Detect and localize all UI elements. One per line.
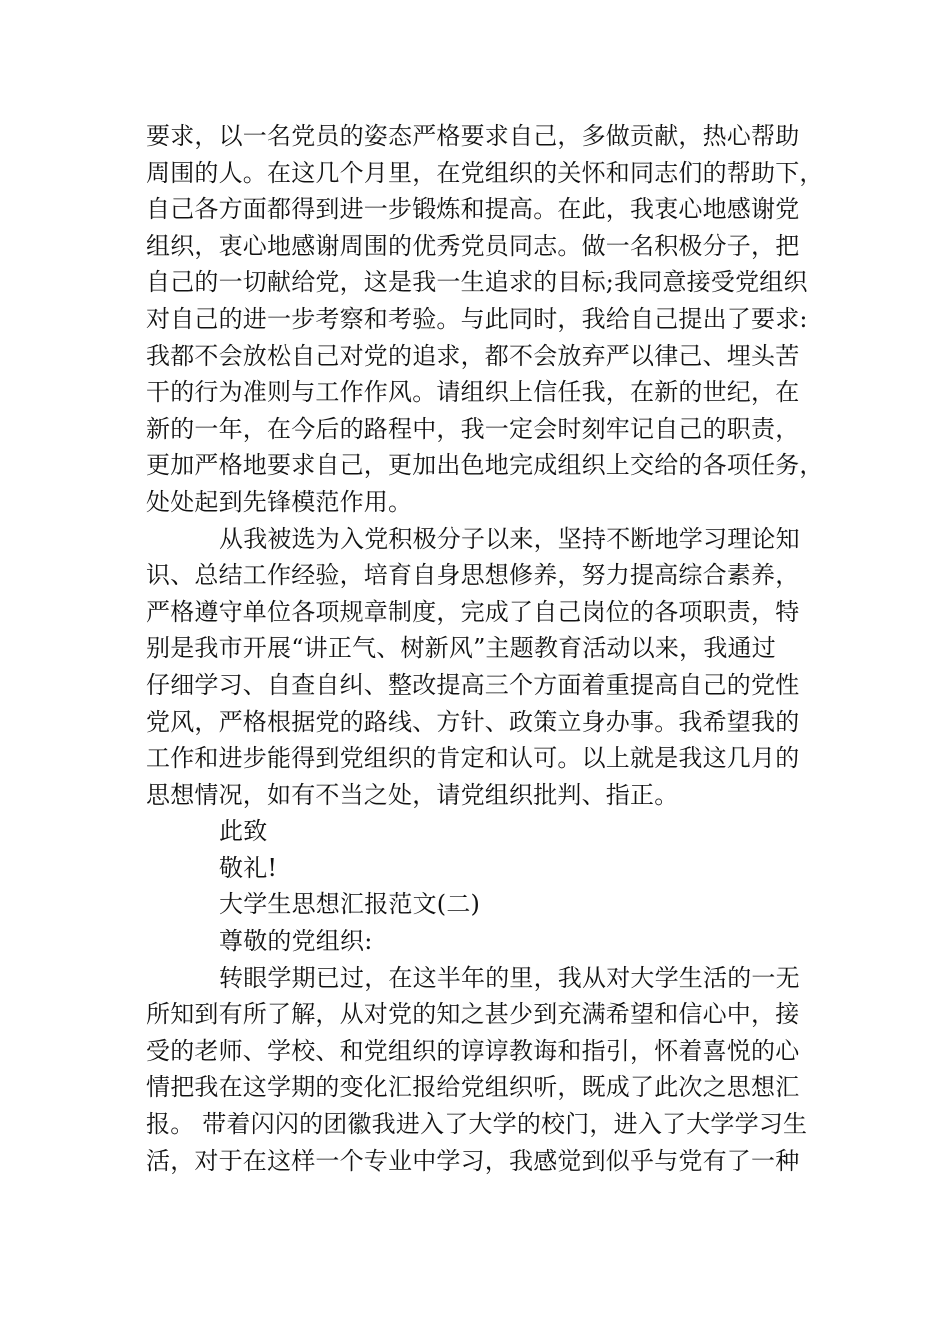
text-line: 受的老师、学校、和党组织的谆谆教诲和指引，怀着喜悦的心 [146,1036,800,1065]
text-line: 转眼学期已过，在这半年的里，我从对大学生活的一无 [219,963,800,992]
text-line: 尊敬的党组织: [219,927,373,956]
text-line: 所知到有所了解，从对党的知之甚少到充满希望和信心中，接 [146,1000,800,1029]
text-line: 思想情况，如有不当之处，请党组织批判、指正。 [146,780,679,809]
text-line: 严格遵守单位各项规章制度，完成了自己岗位的各项职责，特 [146,597,800,626]
text-line: 处处起到先锋模范作用。 [146,487,413,516]
text-line: 对自己的进一步考察和考验。与此同时，我给自己提出了要求: [146,304,808,333]
text-line: 别是我市开展“讲正气、树新风”主题教育活动以来，我通过 [146,634,776,663]
text-line: 干的行为准则与工作作风。请组织上信任我，在新的世纪，在 [146,378,800,407]
text-line: 情把我在这学期的变化汇报给党组织听，既成了此次之思想汇 [146,1073,800,1102]
text-line: 自己的一切献给党，这是我一生追求的目标;我同意接受党组织 [146,268,808,297]
text-line: 敬礼! [219,853,278,882]
text-line: 从我被选为入党积极分子以来，坚持不断地学习理论知 [219,524,800,553]
text-line: 党风，严格根据党的路线、方针、政策立身办事。我希望我的 [146,707,800,736]
document-body [146,118,824,1179]
text-line: 要求，以一名党员的姿态严格要求自己，多做贡献，热心帮助 [146,122,800,150]
text-line: 周围的人。在这几个月里，在党组织的关怀和同志们的帮助下， [146,158,824,187]
text-line: 大学生思想汇报范文(二) [219,890,481,919]
text-line: 自己各方面都得到进一步锻炼和提高。在此，我衷心地感谢党 [146,195,800,224]
text-line: 工作和进步能得到党组织的肯定和认可。以上就是我这几月的 [146,744,800,773]
text-line: 更加严格地要求自己，更加出色地完成组织上交给的各项任务， [146,451,824,480]
text-line: 组织，衷心地感谢周围的优秀党员同志。做一名积极分子，把 [146,231,800,260]
text-line: 识、总结工作经验，培育自身思想修养，努力提高综合素养， [146,561,800,590]
text-line: 报。 带着闪闪的团徽我进入了大学的校门，进入了大学学习生 [146,1110,808,1139]
text-line: 此致 [219,817,268,846]
text-line: 仔细学习、自查自纠、整改提高三个方面着重提高自己的党性 [146,670,800,699]
text-line: 我都不会放松自己对党的追求，都不会放弃严以律己、埋头苦 [146,341,800,370]
text-line: 活，对于在这样一个专业中学习，我感觉到似乎与党有了一种 [146,1146,800,1175]
text-line: 新的一年，在今后的路程中，我一定会时刻牢记自己的职责， [146,414,800,443]
